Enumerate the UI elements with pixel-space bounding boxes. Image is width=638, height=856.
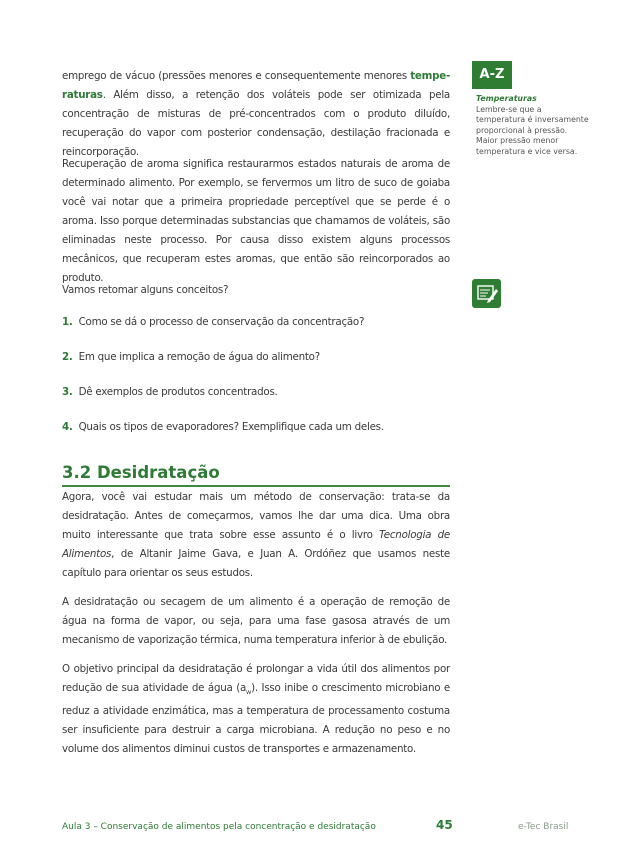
paragraph-1: emprego de vácuo (pressões menores e consequentemente menores tempe-raturas. Além disso, a retenção dos voláteis pode ser otimizada pela concentração de misturas de pré-concentrados com o produto diluído, recuperação do vapor com posterior condensação, destilação fracionada e reincorporação. bbox=[62, 70, 450, 158]
paragraph-3: Vamos retomar alguns conceitos? bbox=[62, 284, 229, 296]
bold-term: tempe-raturas bbox=[62, 70, 450, 101]
paragraph-6: O objetivo principal da desidratação é prolongar a vida útil dos alimentos por redução de sua atividade de água $(a_w)$. Isso inibe o crescimento microbiano e reduz a atividade enzimática, mas a temperatura de processamento costuma ser insuficiente para destruir a carga microbiana. A redução no peso e no volume dos alimentos diminui custos de transportes e armazenamento. bbox=[62, 663, 450, 756]
heading-divider bbox=[62, 485, 450, 487]
glossary-badge: A-Z bbox=[472, 61, 512, 89]
glossary-note bbox=[476, 94, 591, 158]
section-heading: 3.2 Desidratação bbox=[62, 463, 220, 482]
page-number: 45 bbox=[436, 818, 453, 832]
question-3: 3. Dê exemplos de produtos concentrados. bbox=[62, 386, 278, 398]
glossary-title: Temperaturas bbox=[476, 94, 537, 103]
footer-chapter: Aula 3 – Conservação de alimentos pela concentração e desidratação bbox=[62, 822, 376, 832]
footer-brand: e-Tec Brasil bbox=[518, 822, 569, 832]
paragraph-4: Agora, você vai estudar mais um método de conservação: trata-se da desidratação. Antes de começarmos, vamos lhe dar uma dica. Uma obra muito interessante que trata sobre esse assunto é o livro Tecnologia de Alimentos, de Altanir Jaime Gava, e Juan A. Ordóñez que usamos neste capítulo para orientar os seus estudos. bbox=[62, 491, 450, 579]
activity-icon bbox=[472, 279, 501, 308]
question-4: 4. Quais os tipos de evaporadores? Exemplifique cada um deles. bbox=[62, 421, 384, 433]
question-2: 2. Em que implica a remoção de água do alimento? bbox=[62, 351, 320, 363]
question-1: 1. Como se dá o processo de conservação da concentração? bbox=[62, 316, 365, 328]
paragraph-5: A desidratação ou secagem de um alimento é a operação de remoção de água na forma de vapor, ou seja, para uma fase gasosa através de um mecanismo de vaporização térmica, numa temperatura inferior à de ebulição. bbox=[62, 596, 450, 646]
glossary-text: Lembre-se que a temperatura é inversamente proporcional à pressão. Maior pressão menor temperatura e vice versa. bbox=[476, 104, 589, 156]
paragraph-2: Recuperação de aroma significa restaurarmos estados naturais de aroma de determinado alimento. Por exemplo, se fervermos um litro de suco de goiaba você vai notar que a primeira propriedade perceptível que se perde é o aroma. Isso porque determinadas substancias que chamamos de voláteis, são eliminadas neste processo. Por causa disso existem alguns processos mecânicos, que recuperam estes aromas, que então são reincorporados ao produto. bbox=[62, 158, 450, 284]
